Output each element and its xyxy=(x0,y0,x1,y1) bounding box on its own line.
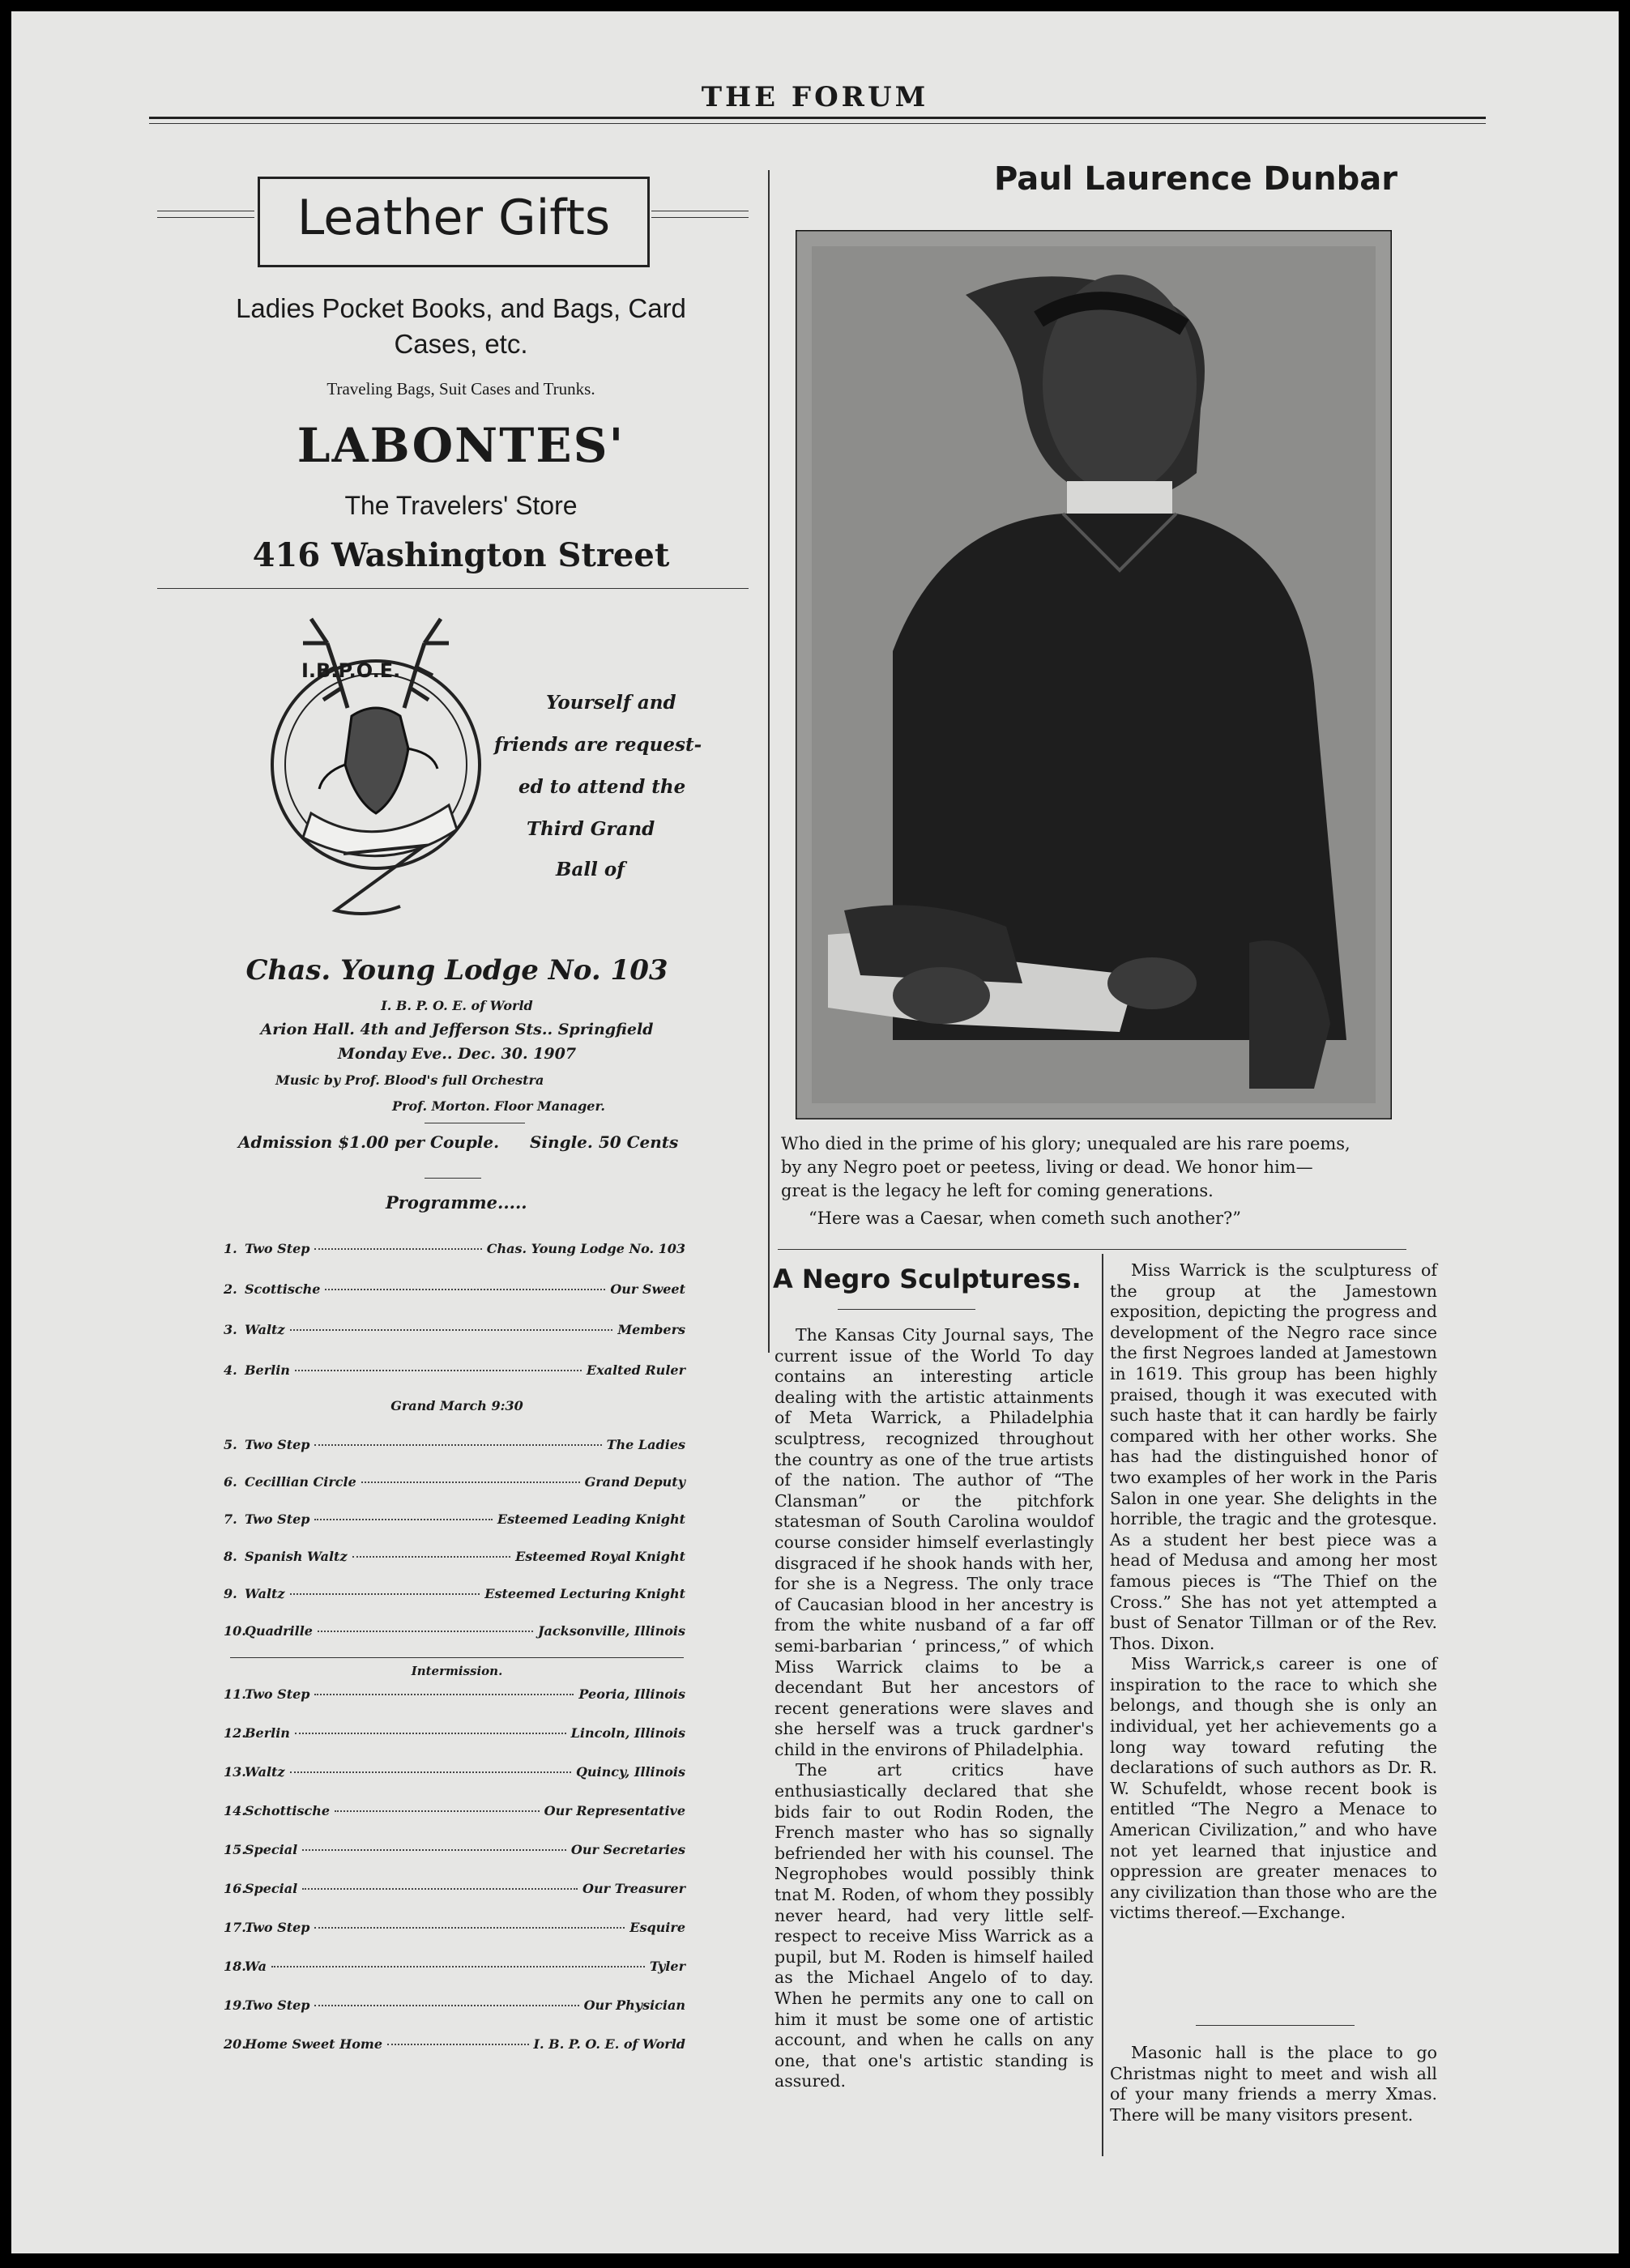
programme-honor: Our Treasurer xyxy=(582,1881,685,1896)
article-title-rule xyxy=(838,1309,975,1310)
programme-honor: Members xyxy=(617,1322,685,1337)
leather-line1: Ladies Pocket Books, and Bags, Card xyxy=(236,293,686,323)
leather-rule-left2 xyxy=(157,217,254,218)
caption-line-3: great is the legacy he left for coming generations. xyxy=(781,1181,1214,1200)
admission-single: Single. 50 Cents xyxy=(530,1132,679,1152)
leader-dots xyxy=(314,1444,601,1446)
leather-rule-right2 xyxy=(651,217,749,218)
programme-title: Programme..... xyxy=(386,1192,527,1213)
leader-dots xyxy=(325,1289,605,1290)
invite-line-2: friends are request- xyxy=(494,734,702,756)
programme-dance: Two Step xyxy=(245,1997,310,2013)
masonic-notice: Masonic hall is the place to go Christmas night to meet and wish all of your many friends a merry Xmas. There will be many visitors present. xyxy=(1110,2043,1437,2125)
programme-item xyxy=(224,1881,685,1896)
programme-number: 20. xyxy=(224,2036,246,2052)
leader-dots xyxy=(318,1631,533,1632)
programme-number: 17. xyxy=(224,1920,246,1935)
store-name: LABONTES' xyxy=(297,418,625,473)
article-paragraph: Miss Warrick,s career is one of inspiration to the race to which she belongs, and though she is only an individual, yet her achievements go a long way toward refuting the declarations of such authors as Dr. R. W. Schufeldt, whose recent book is entitled “The Negro a Menace to American Civilization,” and who have not yet learned that injustice and oppression are greater menaces to any civilization than those who are the victims thereof.—Exchange. xyxy=(1110,1654,1437,1923)
programme-dance: Waltz xyxy=(245,1764,285,1780)
programme-number: 14. xyxy=(224,1803,246,1818)
article-title: A Negro Sculpturess. xyxy=(773,1264,1082,1294)
programme-number: 18. xyxy=(224,1959,246,1974)
programme-dance: Spanish Waltz xyxy=(245,1549,348,1564)
programme-item xyxy=(224,1474,685,1490)
programme-item xyxy=(224,1437,685,1452)
programme-dance: Waltz xyxy=(245,1586,285,1601)
article-top-rule xyxy=(778,1249,1406,1250)
invite-line-4: Third Grand xyxy=(527,818,655,840)
leader-dots xyxy=(314,1519,492,1520)
leader-dots xyxy=(387,2044,529,2045)
leader-dots xyxy=(271,1966,645,1967)
programme-number: 6. xyxy=(224,1474,237,1490)
programme-item xyxy=(224,1623,685,1639)
programme-dance: Special xyxy=(245,1881,298,1896)
programme-number: 1. xyxy=(224,1241,237,1256)
leather-bottom-rule xyxy=(157,588,749,589)
programme-number: 13. xyxy=(224,1764,246,1780)
programme-dance: Cecillian Circle xyxy=(245,1474,356,1490)
programme-honor: Chas. Young Lodge No. 103 xyxy=(486,1241,685,1256)
programme-item xyxy=(224,1764,685,1780)
programme-honor: Tyler xyxy=(649,1959,685,1974)
emblem-text: I.B.P.O.E. xyxy=(301,659,401,682)
ball-venue: Arion Hall. 4th and Jefferson Sts.. Springfield xyxy=(260,1021,654,1038)
programme-dance: Two Step xyxy=(245,1511,310,1527)
leader-dots xyxy=(302,1849,566,1851)
dunbar-portrait xyxy=(796,230,1392,1119)
programme-item xyxy=(224,1586,685,1601)
newspaper-page xyxy=(11,11,1619,2253)
programme-number: 11. xyxy=(224,1686,246,1702)
programme-item xyxy=(224,1241,685,1256)
programme-number: 2. xyxy=(224,1281,237,1297)
dunbar-title: Paul Laurence Dunbar xyxy=(994,160,1397,198)
leader-dots xyxy=(290,1593,480,1595)
caption-quote: “Here was a Caesar, when cometh such another?” xyxy=(809,1209,1242,1228)
leather-line3: Traveling Bags, Suit Cases and Trunks. xyxy=(326,379,595,399)
programme-honor: I. B. P. O. E. of World xyxy=(533,2036,685,2052)
article-paragraph: The art critics have enthusiastically declared that she bids fair to out Rodin Roden, the French master who has so signally befriended her with his counsel. The Negrophobes would possibly think tnat M. Roden, of whom they possibly never heard, had very little self-respect to receive Miss Warrick as a pupil, but M. Roden is himself hailed as the Michael Angelo of to day. When he permits any one to call on him it must be some one of artistic account, and when he calls on any one, that one's artistic standing is assured. xyxy=(774,1760,1094,2091)
leather-line2: Cases, etc. xyxy=(394,329,528,359)
programme-honor: Grand Deputy xyxy=(584,1474,685,1490)
programme-honor: Our Physician xyxy=(583,1997,685,2013)
programme-number: 3. xyxy=(224,1322,237,1337)
leader-dots xyxy=(314,1694,574,1695)
programme-honor: Esteemed Leading Knight xyxy=(497,1511,685,1527)
caption-line-2: by any Negro poet or peetess, living or dead. We honor him— xyxy=(781,1157,1313,1177)
programme-honor: Quincy, Illinois xyxy=(575,1764,685,1780)
article-paragraph: The Kansas City Journal says, The current issue of the World To day contains an interesting article dealing with the artistic attainments of Meta Warrick, a Philadelphia sculptress, recognized throughout the country as one of the true artists of the nation. The author of “The Clansman” or the pitchfork statesman of South Carolina wouldof course consider himself everlastingly disgraced if he shook hands with her, for she is a Negress. The only trace of Caucasian blood in her ancestry is from the white nusband of a far off semi-barbarian ‘ princess,” of which Miss Warrick claims to be a decendant But her ancestors of recent generations were slaves and she herself was a truck gardner's child in the environs of Philadelphia. xyxy=(774,1325,1094,1759)
invite-line-1: Yourself and xyxy=(546,692,676,714)
invite-line-5: Ball of xyxy=(556,859,625,880)
leader-dots xyxy=(302,1888,578,1890)
leader-dots xyxy=(352,1556,511,1558)
programme-number: 12. xyxy=(224,1725,246,1741)
programme-honor: Peoria, Illinois xyxy=(578,1686,685,1702)
programme-item xyxy=(224,1281,685,1297)
ball-floor: Prof. Morton. Floor Manager. xyxy=(392,1098,605,1114)
article-paragraph: Miss Warrick is the sculpturess of the group at the Jamestown exposition, depicting the progress and development of the Negro race since the first Negroes landed at Jamestown in 1619. This group has been highly praised, though it was executed with such haste that it can hardly be fairly compared with her other works. She has had the distinguished honor of two examples of her work in the Paris Salon in one year. She delights in the horrible, the tragic and the grotesque. As a student her best piece was a head of Medusa and among her most famous pieces is “The Thief on the Cross.” She has not yet attempted a bust of Senator Tillman or of the Rev. Thos. Dixon. xyxy=(1110,1260,1437,1653)
programme-honor: Our Secretaries xyxy=(570,1842,685,1857)
admission-couple: Admission $1.00 per Couple. xyxy=(238,1132,500,1152)
masthead-rule-bottom xyxy=(149,123,1486,124)
programme-honor: Esteemed Lecturing Knight xyxy=(484,1586,685,1601)
programme-item xyxy=(224,1686,685,1702)
store-tagline: The Travelers' Store xyxy=(344,491,578,520)
programme-honor: The Ladies xyxy=(606,1437,685,1452)
programme-item xyxy=(224,1920,685,1935)
programme-number: 16. xyxy=(224,1881,246,1896)
leader-dots xyxy=(290,1329,613,1331)
leader-dots xyxy=(295,1370,582,1371)
masthead: THE FORUM xyxy=(701,81,929,113)
programme-dance: Berlin xyxy=(245,1362,290,1378)
programme-dance: Wa xyxy=(245,1959,267,1974)
leader-dots xyxy=(314,1927,625,1929)
programme-number: 8. xyxy=(224,1549,237,1564)
programme-honor: Jacksonville, Illinois xyxy=(537,1623,685,1639)
invite-line-3: ed to attend the xyxy=(518,776,686,798)
intermission: Intermission. xyxy=(411,1664,503,1678)
programme-item xyxy=(224,1725,685,1741)
programme-honor: Esteemed Royal Knight xyxy=(515,1549,685,1564)
programme-honor: Esquire xyxy=(629,1920,685,1935)
leader-dots xyxy=(314,1248,481,1250)
programme-number: 5. xyxy=(224,1437,237,1452)
lodge-name: Chas. Young Lodge No. 103 xyxy=(245,954,668,987)
programme-dance: Berlin xyxy=(245,1725,290,1741)
programme-number: 4. xyxy=(224,1362,237,1378)
leader-dots xyxy=(295,1733,566,1734)
programme-dance: Scottische xyxy=(245,1281,321,1297)
programme-item xyxy=(224,1362,685,1378)
programme-dance: Waltz xyxy=(245,1322,285,1337)
programme-dance: Two Step xyxy=(245,1437,310,1452)
programme-dance: Home Sweet Home xyxy=(245,2036,383,2052)
programme-item xyxy=(224,1803,685,1818)
programme-dance: Special xyxy=(245,1842,298,1857)
programme-rule xyxy=(425,1178,481,1179)
programme-item xyxy=(224,1549,685,1564)
leader-dots xyxy=(335,1810,540,1812)
leader-dots xyxy=(290,1771,571,1773)
store-address: 416 Washington Street xyxy=(252,536,670,574)
article-col-2 xyxy=(1110,1260,1437,1924)
programme-item xyxy=(224,1842,685,1857)
grand-march: Grand March 9:30 xyxy=(390,1398,523,1413)
ball-music: Music by Prof. Blood's full Orchestra xyxy=(275,1072,544,1088)
programme-item xyxy=(224,1322,685,1337)
programme-number: 9. xyxy=(224,1586,237,1601)
programme-item xyxy=(224,1511,685,1527)
programme-honor: Our Sweet xyxy=(610,1281,685,1297)
programme-number: 7. xyxy=(224,1511,237,1527)
programme-number: 10. xyxy=(224,1623,246,1639)
programme-honor: Exalted Ruler xyxy=(586,1362,685,1378)
programme-item xyxy=(224,1959,685,1974)
ball-date: Monday Eve.. Dec. 30. 1907 xyxy=(337,1045,577,1063)
programme-dance: Two Step xyxy=(245,1686,310,1702)
masthead-rule-top xyxy=(149,117,1486,119)
caption-line-1: Who died in the prime of his glory; unequaled are his rare poems, xyxy=(781,1134,1351,1153)
article-column-divider xyxy=(1102,1254,1103,2156)
leader-dots xyxy=(361,1481,580,1483)
intermission-rule xyxy=(230,1657,684,1658)
article-col-1 xyxy=(774,1325,1094,2092)
programme-number: 15. xyxy=(224,1842,246,1857)
leader-dots xyxy=(314,2005,578,2006)
programme-dance: Two Step xyxy=(245,1920,310,1935)
programme-dance: Two Step xyxy=(245,1241,310,1256)
programme-item xyxy=(224,1997,685,2013)
programme-number: 19. xyxy=(224,1997,246,2013)
programme-item xyxy=(224,2036,685,2052)
lodge-order: I. B. P. O. E. of World xyxy=(381,998,533,1013)
programme-honor: Lincoln, Illinois xyxy=(570,1725,685,1741)
programme-honor: Our Representative xyxy=(544,1803,685,1818)
programme-dance: Quadrille xyxy=(245,1623,313,1639)
notice-rule xyxy=(1196,2025,1355,2026)
leather-title: Leather Gifts xyxy=(297,190,611,246)
programme-dance: Schottische xyxy=(245,1803,331,1818)
